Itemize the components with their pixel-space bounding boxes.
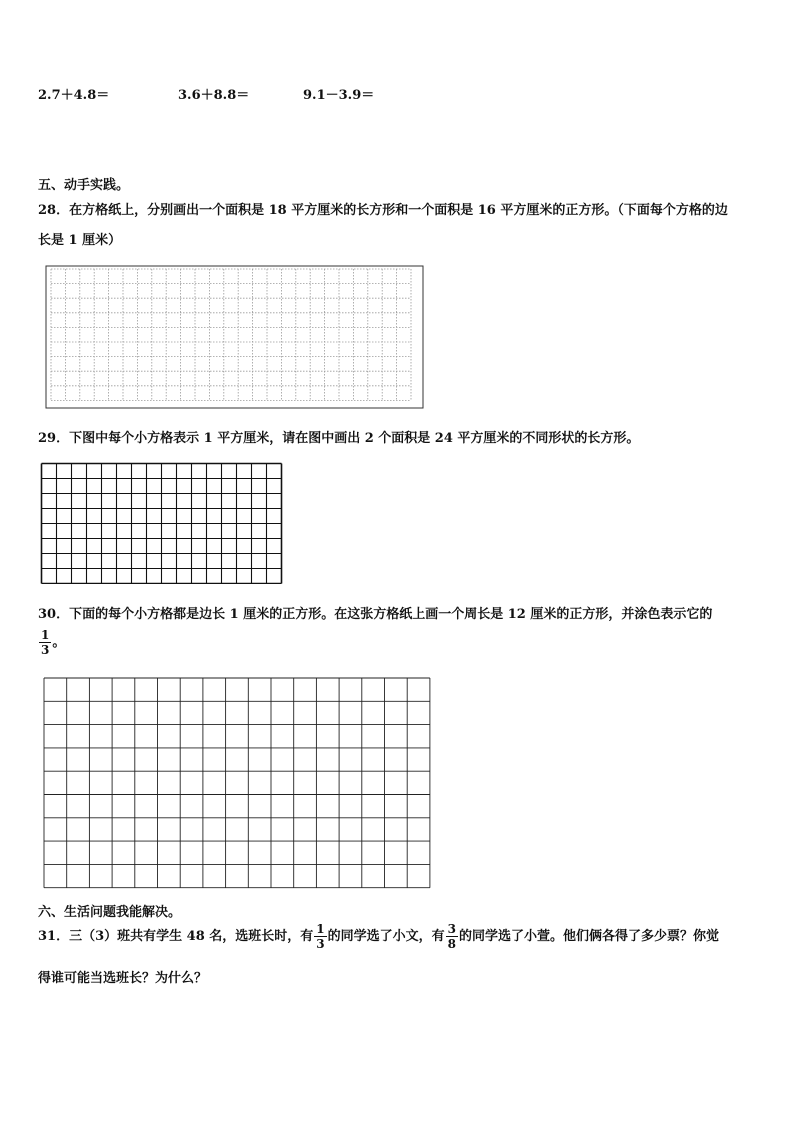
q29-square-grid xyxy=(40,462,285,584)
q31-fraction-2 xyxy=(446,922,458,951)
q31-line-2: 得谁可能当选班长？为什么？ xyxy=(38,971,208,986)
q30-fraction-numerator: 1 xyxy=(41,628,50,642)
q31-part-3: 的同学选了小萱。他们俩各得了多少票？你觉 xyxy=(459,929,720,944)
q29-text: 29．下图中每个小方格表示 1 平方厘米，请在图中画出 2 个面积是 24 平方厘米的不同形状的长方形。 xyxy=(38,431,640,446)
q31-part-2: 的同学选了小文，有 xyxy=(327,929,445,944)
q31-fraction-2-denominator: 8 xyxy=(447,937,457,951)
calc-item-2: 3.6＋8.8＝ xyxy=(178,88,250,103)
q31-fraction-2-numerator: 3 xyxy=(447,922,457,936)
q31-fraction-1-numerator: 1 xyxy=(316,922,325,936)
calc-item-1: 2.7＋4.8＝ xyxy=(38,88,110,103)
q30-square-grid xyxy=(43,677,432,890)
q28-dotted-grid xyxy=(45,265,425,410)
q30-text: 30．下面的每个小方格都是边长 1 厘米的正方形。在这张方格纸上画一个周长是 12 厘米的正方形，并涂色表示它的 xyxy=(38,607,713,622)
q31-fraction-1-denominator: 3 xyxy=(316,937,325,951)
q30-fraction xyxy=(39,628,51,657)
calc-item-3: 9.1－3.9＝ xyxy=(303,88,375,103)
q30-tail: 。 xyxy=(52,635,66,650)
q30-fraction-denominator: 3 xyxy=(41,643,50,657)
q30-fraction-line xyxy=(38,628,65,657)
q28-line-1: 28．在方格纸上，分别画出一个面积是 18 平方厘米的长方形和一个面积是 16 平方厘米的正方形。（下面每个方格的边 xyxy=(38,203,728,218)
q31-line-1 xyxy=(38,920,719,954)
grid28-border xyxy=(46,266,423,408)
q28-line-2: 长是 1 厘米） xyxy=(38,233,122,248)
q31-part-1: 31．三（3）班共有学生 48 名，选班长时，有 xyxy=(38,929,314,944)
section-5-title: 五、动手实践。 xyxy=(38,178,130,193)
section-6-title: 六、生活问题我能解决。 xyxy=(38,905,182,920)
q31-fraction-1 xyxy=(314,922,326,951)
